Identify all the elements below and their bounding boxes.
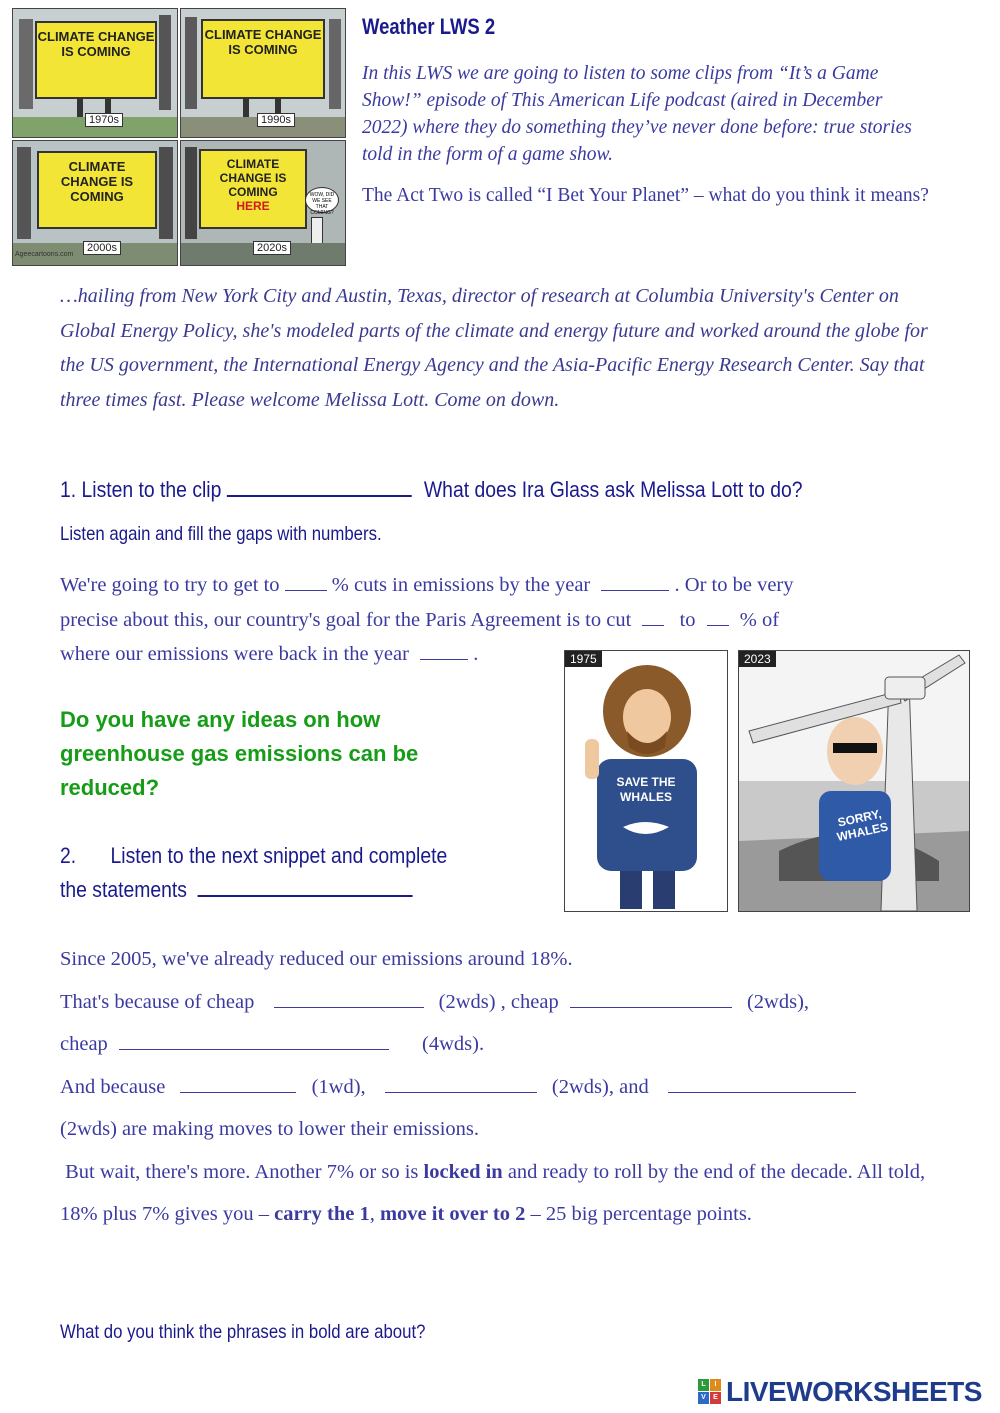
shirt-text: SORRY, WHALES <box>835 806 890 845</box>
gap-text: to <box>679 608 696 631</box>
gap-text: (2wds), and <box>551 1075 649 1098</box>
podcast-quote: …hailing from New York City and Austin, Texas, director of research at Columbia University's Center on Global Energy Policy, she's modeled parts of the climate and energy future and worked around the globe for the US government, the International Energy Agency and the Asia-Pacific Energy Research Center. Say that three times fast. Please welcome Melissa Lott. Come on down. <box>60 285 928 411</box>
question-2 <box>60 839 447 907</box>
gap-input-cheap-1[interactable] <box>274 989 424 1008</box>
gap-text: and ready to roll by the end of the decade. All told, 18% plus 7% gives you – <box>60 1160 926 1225</box>
intro-paragraph: In this LWS we are going to listen to some clips from “It’s a Game Show!” episode of This American Life podcast (aired in December 2022) where they do something they’ve never done before: true stories told in the form of a game show. <box>362 63 912 165</box>
gap-text: , <box>369 1203 380 1225</box>
cartoon-panel-1975 <box>564 650 728 912</box>
question-1-label: 1. Listen to the clip <box>60 477 222 502</box>
gapfill-2-line: Since 2005, we've already reduced our emissions around 18%. <box>60 948 573 970</box>
gapfill-2 <box>60 938 940 1236</box>
cartoon-sign: CLIMATE CHANGE IS COMING <box>201 19 325 99</box>
cartoon-panel-1970s <box>12 8 178 138</box>
answer-field-q2[interactable] <box>197 877 412 897</box>
whales-cartoon <box>564 650 970 912</box>
gap-text: % cuts in emissions by the year <box>331 574 591 596</box>
cartoon-sign: CLIMATE CHANGE IS COMING <box>35 21 157 99</box>
climate-cartoon <box>8 6 348 268</box>
gap-input-1wd[interactable] <box>180 1074 296 1093</box>
gap-input-2wds-b[interactable] <box>668 1074 856 1093</box>
bold-phrase: move it over to 2 <box>379 1203 526 1225</box>
final-question: What do you think the phrases in bold are about? <box>60 1321 426 1343</box>
year-label: 2023 <box>739 651 776 667</box>
instruction-fill-numbers: Listen again and fill the gaps with numbers. <box>60 523 382 545</box>
shirt-text: SAVE THE WHALES <box>616 775 676 804</box>
year-label: 1970s <box>85 113 123 127</box>
cartoon-panel-1990s <box>180 8 346 138</box>
gap-text: (2wds), <box>746 990 810 1013</box>
gap-text: where our emissions were back in the year <box>60 643 409 665</box>
cartoon-sign: CLIMATE CHANGE IS COMING <box>37 151 157 229</box>
gap-text: cheap <box>60 1033 108 1055</box>
gap-text: We're going to try to get to <box>60 574 280 596</box>
speech-bubble: WOW, DID WE SEE THAT COMING? <box>305 187 339 213</box>
gap-input-base-year[interactable] <box>420 641 468 660</box>
gap-text: – 25 big percentage points. <box>525 1203 752 1225</box>
year-label: 2020s <box>253 241 291 255</box>
question-1 <box>60 477 802 503</box>
bold-phrase: carry the 1 <box>274 1203 370 1225</box>
page-title: Weather LWS 2 <box>362 14 496 39</box>
gap-text: . Or to be very <box>674 574 794 596</box>
cartoon-sign: CLIMATE CHANGE IS COMING HERE <box>199 149 307 229</box>
gap-text: (2wds) , cheap <box>438 990 559 1013</box>
gap-text: (4wds). <box>422 1033 485 1055</box>
gap-text: . <box>473 643 479 665</box>
gap-text: precise about this, our country's goal for the Paris Agreement is to cut <box>60 608 632 631</box>
gap-input-year[interactable] <box>601 572 669 591</box>
act-two-question: The Act Two is called “I Bet Your Planet” – what do you think it means? <box>362 185 929 206</box>
gap-input-low[interactable] <box>642 607 664 626</box>
gap-text: And because <box>60 1075 166 1098</box>
gap-input-cheap-3[interactable] <box>119 1031 389 1050</box>
cartoon-panel-2023 <box>738 650 970 912</box>
answer-field-q1[interactable] <box>227 477 412 497</box>
question-1-prompt: What does Ira Glass ask Melissa Lott to do? <box>423 477 803 502</box>
logo-text: LIVEWORKSHEETS <box>726 1376 982 1407</box>
bold-phrase: locked in <box>423 1160 503 1183</box>
question-2-label: the statements <box>60 877 187 902</box>
gap-input-percent[interactable] <box>285 572 327 591</box>
year-label: 1990s <box>257 113 295 127</box>
cartoon-panel-2020s <box>180 140 346 266</box>
question-2-number: 2. <box>60 843 77 868</box>
gapfill-2-paragraph <box>60 1151 930 1236</box>
question-2-label: Listen to the next snippet and complete <box>110 843 448 868</box>
cartoon-panel-2000s <box>12 140 178 266</box>
logo-mark-icon: L I V E <box>698 1379 722 1405</box>
gap-input-2wds-a[interactable] <box>385 1074 537 1093</box>
liveworksheets-logo[interactable] <box>698 1376 982 1410</box>
year-label: 2000s <box>83 241 121 255</box>
gap-text: That's because of cheap <box>60 990 255 1013</box>
gapfill-2-line: (2wds) are making moves to lower their emissions. <box>60 1118 480 1140</box>
gap-text: But wait, there's more. Another 7% or so is <box>60 1160 424 1183</box>
cartoon-credit: Ageecartoons.com <box>15 251 74 258</box>
gap-input-cheap-2[interactable] <box>570 989 732 1008</box>
year-label: 1975 <box>565 651 602 667</box>
discussion-question: Do you have any ideas on how greenhouse gas emissions can be reduced? <box>60 707 419 800</box>
wind-turbine-figure <box>739 651 969 911</box>
gap-text: (1wd), <box>311 1075 366 1098</box>
gap-text: % of <box>739 608 780 631</box>
gap-input-high[interactable] <box>707 607 729 626</box>
